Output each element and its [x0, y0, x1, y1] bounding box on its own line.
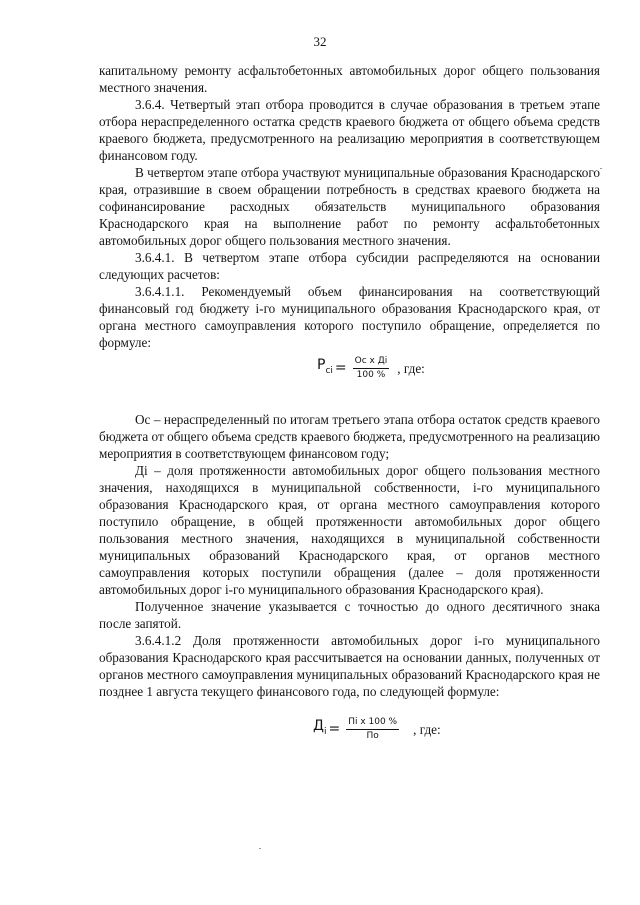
formula-denominator: 100 % [356, 369, 386, 380]
formula-denominator: По [366, 730, 379, 741]
paragraph: капитальному ремонту асфальтобетонных автомобильных дорог общего пользования местного значения. [99, 63, 600, 95]
paragraph: Дi – доля протяженности автомобильных дорог общего пользования местного значения, находящихся в муниципальной собственности, i-го муниципального образования Краснодарского края, от органа местного самоуправления которого поступило обращение, в общей протяженности автомобильных дорог общего пользования местного значения, находящихся в муниципальной собственности муниципальных образований Краснодарского края, от органов местного самоуправления которых поступили обращения (далее – доля протяженности автомобильных дорог i-го муниципального образования Краснодарского края). [99, 463, 600, 597]
formula-equals: = [334, 359, 347, 376]
formula-fraction [353, 356, 390, 381]
formula-numerator: Пi x 100 % [346, 717, 399, 730]
formula-lhs: $Д_i$ [313, 717, 327, 737]
scan-mark [600, 168, 602, 169]
formula-equals: = [328, 720, 341, 737]
formula-numerator: Oс x Дi [353, 356, 390, 369]
paragraph: 3.6.4.1.2 Доля протяженности автомобильных дорог i-го муниципального образования Краснодарского края рассчитывается на основании данных, полученных от органов местного самоуправления муниципальных образований Краснодарского края не позднее 1 августа текущего финансового года, по следующей формуле: [99, 633, 600, 699]
formula-rci [317, 355, 600, 381]
paragraph: 3.6.4. Четвертый этап отбора проводится в случае образования в третьем этапе отбора нераспределенного остатка средств краевого бюджета от общего объема средств краевого бюджета, предусмотренного на реализацию мероприятия в соответствующем финансовом году. [99, 97, 600, 163]
formula-suffix: , где: [397, 360, 425, 376]
paragraph: 3.6.4.1.1. Рекомендуемый объем финансирования на соответствующий финансовый год бюджету i-го муниципального образования Краснодарского края, от органа местного самоуправления которого поступило обращение, определяется по формуле: [99, 284, 600, 350]
formula-di [313, 714, 600, 744]
paragraph: Полученное значение указывается с точностью до одного десятичного знака после запятой. [99, 599, 600, 631]
paragraph: В четвертом этапе отбора участвуют муниципальные образования Краснодарского края, отразившие в своем обращении потребность в средствах краевого бюджета на софинансирование расходных обязательств муниципального образования Краснодарского края на выполнение работ по ремонту асфальтобетонных автомобильных дорог общего пользования местного значения. [99, 165, 600, 248]
paragraph: Ос – нераспределенный по итогам третьего этапа отбора остаток средств краевого бюджета от общего объема средств краевого бюджета, предусмотренного на реализацию мероприятия в соответствующем финансовом году; [99, 412, 600, 461]
scan-mark [259, 848, 261, 849]
formula-lhs: $P_{ci}$ [317, 356, 333, 376]
formula-fraction [346, 717, 399, 742]
document-body [99, 62, 600, 744]
formula-suffix: , где: [413, 721, 441, 737]
page-number: 32 [313, 34, 327, 49]
paragraph: 3.6.4.1. В четвертом этапе отбора субсидии распределяются на основании следующих расчетов: [99, 250, 600, 282]
